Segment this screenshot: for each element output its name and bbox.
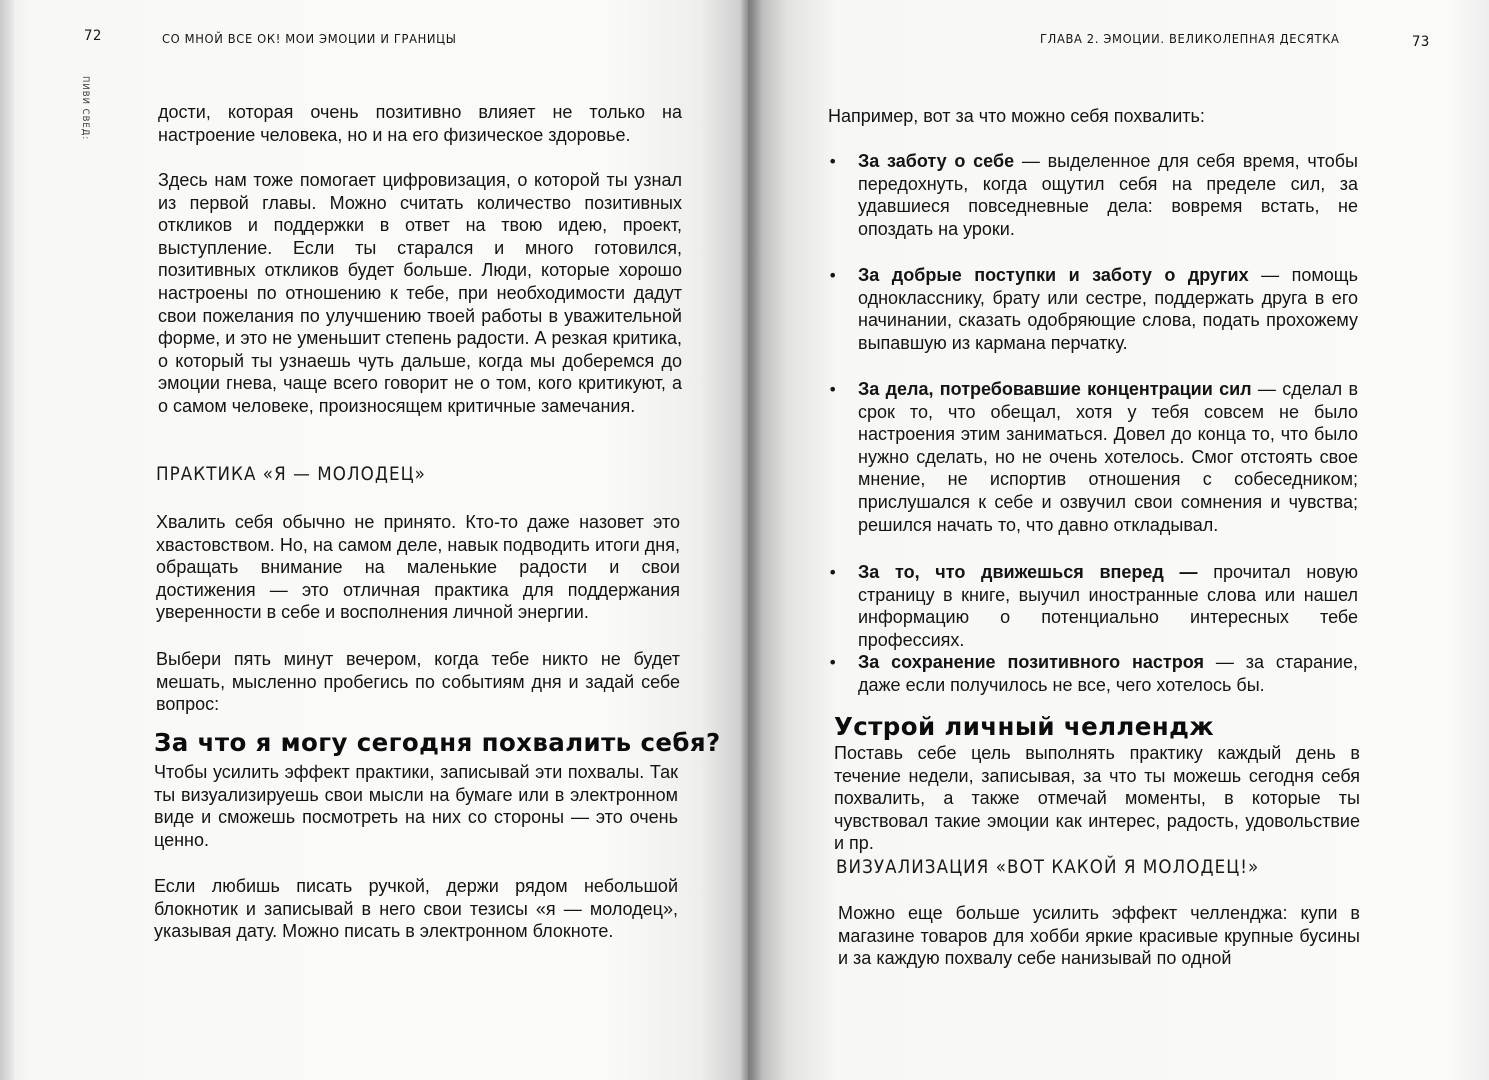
section-heading-visualization: ВИЗУАЛИЗАЦИЯ «ВОТ КАКОЙ Я МОЛОДЕЦ!» bbox=[836, 856, 1260, 878]
list-item-body: прочитал новую страницу в книге, выучил иностранные слова или нашел информацию о потенциально интересных тебе профессиях. bbox=[858, 562, 1358, 650]
spine-fold bbox=[740, 0, 762, 1080]
list-item-text bbox=[858, 378, 1358, 536]
page-number-right: 73 bbox=[1412, 34, 1430, 50]
page-number-left: 72 bbox=[84, 28, 102, 44]
list-item-positive-mood bbox=[828, 651, 1358, 696]
list-item-lead: За добрые поступки и заботу о других bbox=[858, 265, 1249, 285]
bullet-icon: • bbox=[828, 653, 838, 672]
paragraph-visualization: Можно еще больше усилить эффект челленджа: купи в магазине товаров для хобби яркие красивые крупные бусины и за каждую похвалу себе нанизывай по одной bbox=[838, 903, 1360, 969]
list-item-text bbox=[858, 651, 1358, 696]
paragraph-record-praise: Чтобы усилить эффект практики, записывай эти похвалы. Так ты визуализируешь свои мысли на бумаге или в электронном виде и сможешь посмотреть на них со стороны — это очень ценно. bbox=[154, 762, 678, 850]
paragraph-notebook: Если любишь писать ручкой, держи рядом небольшой блокнотик и записывай в него свои тезисы «я — молодец», указывая дату. Можно писать в электронном блокноте. bbox=[154, 876, 678, 942]
paragraph-challenge: Поставь себе цель выполнять практику каждый день в течение недели, записывая, за что ты можешь сегодня себя похвалить, а также отмечай моменты, в которые ты чувствовал такие эмоции как интерес, радость, удовольствие и пр. bbox=[834, 743, 1360, 854]
list-item-lead: За дела, потребовавшие концентрации сил bbox=[858, 379, 1252, 399]
list-item-good-deeds bbox=[828, 264, 1358, 354]
list-item-body: — помощь однокласснику, брату или сестре, поддержать друга в его начинании, сказать одобряющие слова, подать прохожему выпавшую из кармана перчатку. bbox=[858, 265, 1358, 353]
list-item-text bbox=[858, 150, 1358, 240]
list-item-lead: За то, что движешься вперед — bbox=[858, 562, 1198, 582]
paragraph-five-minutes: Выбери пять минут вечером, когда тебе никто не будет мешать, мысленно пробегись по событиям дня и задай себе вопрос: bbox=[156, 649, 680, 715]
right-page bbox=[748, 0, 1489, 1080]
running-head-left: СО МНОЙ ВСЕ ОК! МОИ ЭМОЦИИ И ГРАНИЦЫ bbox=[162, 31, 457, 46]
side-label: ПИВИ СВЕД: bbox=[80, 76, 90, 141]
bullet-icon: • bbox=[828, 380, 838, 399]
list-item-lead: За заботу о себе bbox=[858, 151, 1015, 171]
list-item-concentration bbox=[828, 378, 1359, 536]
bullet-icon: • bbox=[828, 152, 838, 171]
page-edge-shadow bbox=[0, 0, 14, 1080]
list-item-lead: За сохранение позитивного настроя bbox=[858, 652, 1205, 672]
list-item-body: — за старание, даже если получилось не все, чего хотелось бы. bbox=[858, 652, 1358, 695]
list-item-text bbox=[858, 561, 1358, 651]
paragraph-praise-self: Хвалить себя обычно не принято. Кто-то даже назовет это хвастовством. Но, на самом деле, навык подводить итоги дня, обращать внимание на маленькие радости и свои достижения — это отличная практика для поддержания уверенности в себе и восполнения личной энергии. bbox=[156, 512, 680, 623]
paragraph-intro-list: Например, вот за что можно себя похвалить: bbox=[828, 106, 1205, 126]
running-head-right: ГЛАВА 2. ЭМОЦИИ. ВЕЛИКОЛЕПНАЯ ДЕСЯТКА bbox=[1040, 31, 1340, 46]
section-heading-practice: ПРАКТИКА «Я — МОЛОДЕЦ» bbox=[156, 463, 426, 485]
list-item-body: — сделал в срок то, что обещал, хотя у тебя совсем не было настроения этим заниматься. Довел до конца то, что было нужно сделать, но не очень хотелось. Смог отстоять свое мнение, не испортив отношения с собеседником; прислушался к себе и озвучил свои сомнения и чувства; решился начать то, что давно откладывал. bbox=[858, 379, 1359, 535]
list-item-body: — выделенное для себя время, чтобы передохнуть, когда ощутил себя на пределе сил, за удавшиеся повседневные дела: вовремя встать, не опоздать на уроки. bbox=[858, 151, 1358, 239]
bullet-icon: • bbox=[828, 563, 838, 582]
list-item-self-care bbox=[828, 150, 1358, 240]
paragraph-continuation: дости, которая очень позитивно влияет не только на настроение человека, но и на его физическое здоровье. bbox=[158, 102, 682, 145]
bullet-icon: • bbox=[828, 266, 838, 285]
paragraph-digitalization: Здесь нам тоже помогает цифровизация, о которой ты узнал из первой главы. Можно считать количество позитивных откликов и поддержки в ответ на твою идею, проект, выступление. Если ты старался и много готовился, позитивных откликов будет больше. Люди, которые хорошо настроены по отношению к тебе, при необходимости дадут свои пожелания по улучшению твоей работы в уважительной форме, и это не уменьшит степень радости. А резкая критика, о который ты узнаешь чуть дальше, когда мы доберемся до эмоции гнева, чаще всего говорит не о том, кого критикуют, а о самом человеке, произносящем критичные замечания. bbox=[158, 170, 682, 416]
list-item-moving-forward bbox=[828, 561, 1358, 651]
list-item-text bbox=[858, 264, 1358, 354]
display-heading-challenge: Устрой личный челлендж bbox=[834, 712, 1215, 741]
display-heading-question: За что я могу сегодня похвалить себя? bbox=[154, 728, 721, 757]
